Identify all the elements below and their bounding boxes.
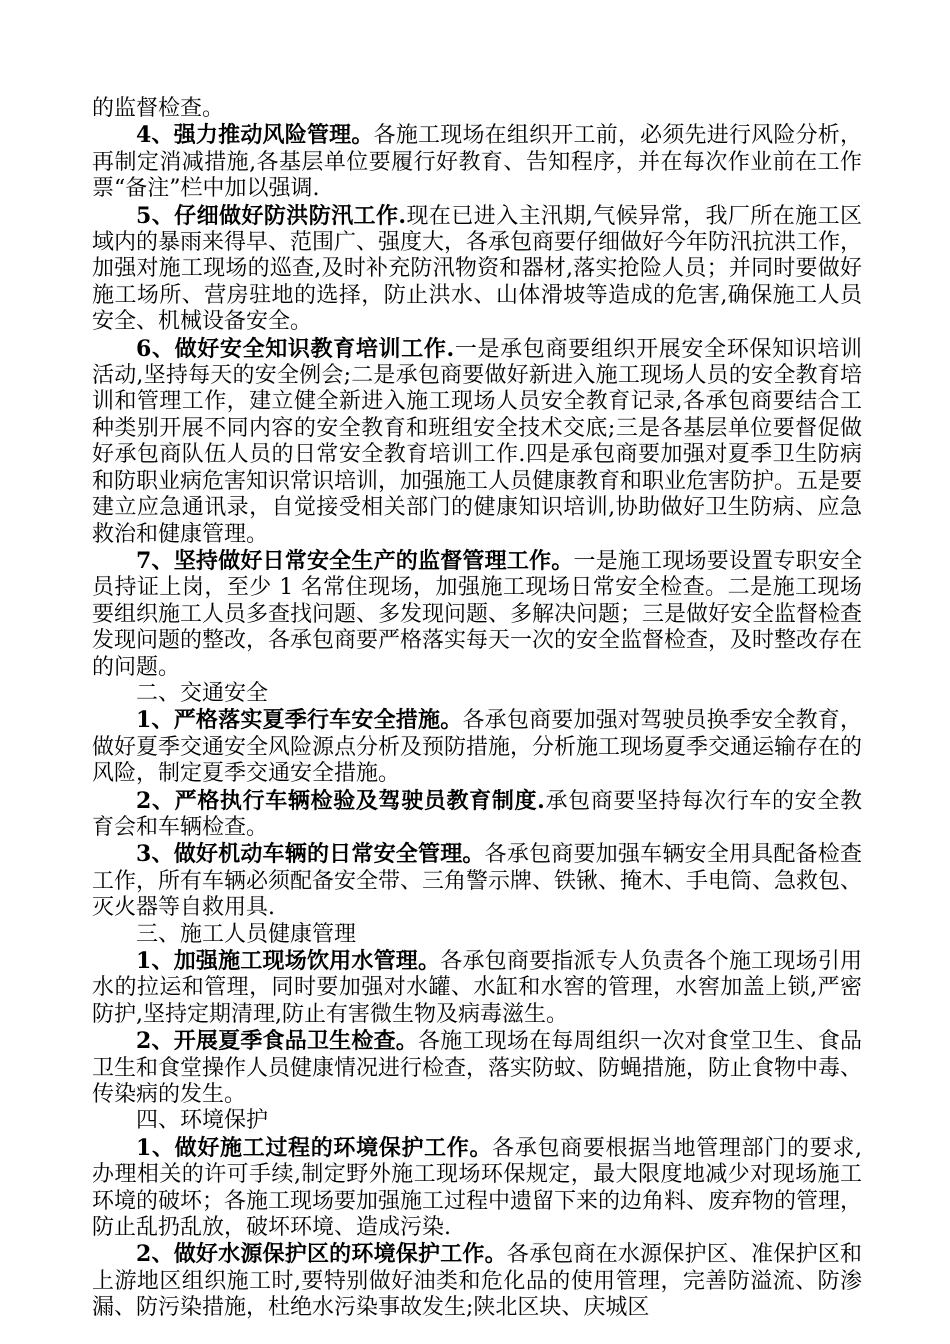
- paragraph-heading: 2、严格执行车辆检验及驾驶员教育制度.: [136, 787, 545, 814]
- paragraph-heading: 7、坚持做好日常安全生产的监督管理工作。: [136, 547, 574, 574]
- paragraph-body: 各承包商在水源保护区、准保护区和上游地区组织施工时,要特别做好油类和危化品的使用管理，完善防溢流、防渗漏、防污染措施，杜绝水污染事故发生;陕北区块、庆城区: [92, 1242, 862, 1321]
- paragraph-water-source-protection: [92, 1241, 862, 1321]
- paragraph-body: 各承包商要加强车辆安全用具配备检查工作，所有车辆必须配备安全带、三角警示牌、铁锹、掩木、手电筒、急救包、灭火器等自救用具.: [92, 842, 863, 921]
- section-title: 三、施工人员健康管理: [136, 921, 357, 947]
- paragraph-vehicle-inspection: [92, 788, 862, 842]
- paragraph-body: 现在已进入主汛期,气候异常，我厂所在施工区域内的暴雨来得早、范围广、强度大，各承包商要仔细做好今年防汛抗洪工作，加强对施工现场的巡查,及时补充防汛物资和器材,落实抢险人员；并同时要做好施工场所、营房驻地的选择，防止洪水、山体滑坡等造成的危害,确保施工人员安全、机械设备安全。: [92, 203, 863, 335]
- paragraph-heading: 1、加强施工现场饮用水管理。: [136, 948, 441, 974]
- paragraph-food-hygiene: [92, 1028, 862, 1108]
- paragraph-body: 各承包商要根据当地管理部门的要求,办理相关的许可手续,制定野外施工现场环保规定，最大限度地减少对现场施工环境的破坏；各施工现场要加强施工过程中遗留下来的边角料、废弃物的管理，防止乱扔乱放，破坏环境、造成污染.: [92, 1135, 863, 1241]
- section-heading-worker-health: [92, 922, 862, 948]
- paragraph-vehicle-management: [92, 841, 862, 921]
- paragraph-flood-prevention: [92, 203, 862, 336]
- paragraph-body: 各施工现场在每周组织一次对食堂卫生、食品卫生和食堂操作人员健康情况进行检查，落实防蚊、防蝇措施，防止食物中毒、传染病的发生。: [92, 1029, 863, 1108]
- paragraph-body: 的监督检查。: [92, 96, 225, 121]
- paragraph-drinking-water: [92, 948, 862, 1028]
- paragraph-heading: 1、做好施工过程的环境保护工作。: [136, 1134, 493, 1161]
- paragraph-continuation: [92, 96, 862, 122]
- paragraph-heading: 2、做好水源保护区的环境保护工作。: [136, 1241, 507, 1268]
- section-title: 四、环境保护: [136, 1108, 269, 1134]
- paragraph-heading: 6、做好安全知识教育培训工作.: [136, 335, 455, 362]
- paragraph-body: 各承包商要指派专人负责各个施工现场引用水的拉运和管理，同时要加强对水罐、水缸和水窖的管理，水窖加盖上锁,严密防护,坚持定期清理,防止有害微生物及病毒滋生。: [92, 949, 862, 1027]
- paragraph-construction-environment: [92, 1135, 862, 1242]
- section-heading-traffic-safety: [92, 681, 862, 707]
- paragraph-body: 各施工现场在组织开工前，必须先进行风险分析，再制定消减措施,各基层单位要履行好教育、告知程序，并在每次作业前在工作票“备注”栏中加以强调.: [92, 123, 862, 202]
- paragraph-body: 一是施工现场要设置专职安全员持证上岗，至少 1 名常住现场，加强施工现场日常安全检查。二是施工现场要组织施工人员多查找问题、多发现问题、多解决问题；三是做好安全监督检查发现问题的整改，各承包商要严格落实每天一次的安全监督检查，及时整改存在的问题。: [92, 548, 863, 680]
- paragraph-daily-supervision: [92, 548, 862, 681]
- paragraph-heading: 2、开展夏季食品卫生检查。: [136, 1028, 419, 1055]
- paragraph-safety-training: [92, 336, 862, 548]
- paragraph-body: 承包商要坚持每次行车的安全教育会和车辆检查。: [92, 788, 862, 840]
- paragraph-summer-driving: [92, 707, 862, 787]
- paragraph-heading: 4、强力推动风险管理。: [136, 122, 374, 149]
- document-page: [92, 96, 862, 1322]
- section-heading-environment: [92, 1108, 862, 1134]
- paragraph-heading: 5、仔细做好防洪防汛工作.: [136, 202, 407, 229]
- paragraph-heading: 1、严格落实夏季行车安全措施。: [136, 707, 463, 734]
- paragraph-body: 各承包商要加强对驾驶员换季安全教育，做好夏季交通安全风险源点分析及预防措施，分析施工现场夏季交通运输存在的风险，制定夏季交通安全措施。: [92, 708, 863, 787]
- paragraph-body: 一是承包商要组织开展安全环保知识培训活动,坚持每天的安全例会;二是承包商要做好新进入施工现场人员的安全教育培训和管理工作，建立健全新进入施工现场人员安全教育记录,各承包商要结合工种类别开展不同内容的安全教育和班组安全技术交底;三是各基层单位要督促做好承包商队伍人员的日常安全教育培训工作.四是承包商要加强对夏季卫生防病和防职业病危害知识常识培训，加强施工人员健康教育和职业危害防护。五是要建立应急通讯录，自觉接受相关部门的健康知识培训,协助做好卫生防病、应急救治和健康管理。: [92, 336, 863, 547]
- paragraph-risk-management: [92, 122, 862, 202]
- section-title: 二、交通安全: [136, 680, 269, 706]
- paragraph-heading: 3、做好机动车辆的日常安全管理。: [136, 841, 485, 868]
